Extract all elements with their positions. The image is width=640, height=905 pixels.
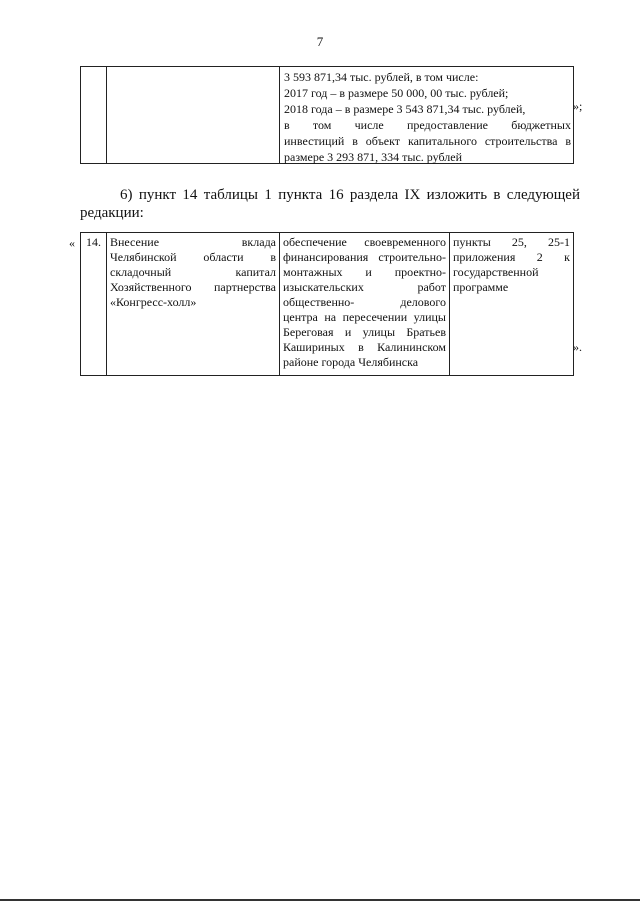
table-cell-funding — [279, 67, 573, 163]
amended-table — [80, 232, 574, 376]
closing-quote-mark: ». — [573, 340, 582, 354]
description-line: Хозяйственного партнерства — [110, 280, 276, 294]
funding-line: в том числе предоставление бюджетных — [284, 118, 571, 132]
page-number: 7 — [316, 34, 324, 49]
description-line: «Конгресс-холл» — [110, 295, 197, 309]
description-line: складочный капитал — [110, 265, 276, 279]
description-line: Внесение вклада — [110, 235, 276, 249]
closing-quote-mark: »; — [573, 99, 583, 113]
funding-line: размере 3 293 871, 334 тыс. рублей — [284, 150, 463, 164]
purpose-line: монтажных и проектно- — [283, 265, 446, 279]
table-cell-reference — [449, 233, 573, 375]
paragraph-line: 6) пункт 14 таблицы 1 пункта 16 раздела IX изложить в следующей — [120, 187, 580, 203]
reference-rest: государственной программе — [453, 265, 539, 294]
funding-line: 3 593 871,34 тыс. рублей, в том числе: — [284, 70, 479, 84]
bottom-rule — [0, 899, 640, 901]
purpose-line: обеспечение своевременного — [283, 235, 446, 249]
table-cell-number — [81, 67, 106, 163]
table-cell-description — [106, 67, 280, 163]
purpose-rest: центра на пересечении улицы Береговая и улицы Братьев Кашириных в Калининском районе города Челябинска — [283, 310, 446, 369]
description-line: Челябинской области в — [110, 250, 276, 264]
table-cell-purpose — [279, 233, 449, 375]
funding-line: инвестиций в объект капитального строительства в — [284, 134, 571, 148]
funding-line: 2018 года – в размере 3 543 871,34 тыс. рублей, — [284, 102, 526, 116]
paragraph-line: редакции: — [80, 205, 144, 221]
reference-line: приложения 2 к — [453, 250, 570, 264]
table-cell-number — [81, 233, 106, 375]
amendment-paragraph — [80, 186, 580, 222]
funding-line: 2017 год – в размере 50 000, 00 тыс. рублей; — [284, 86, 509, 100]
reference-line: пункты 25, 25-1 — [453, 235, 570, 249]
purpose-line: изыскательских работ — [283, 280, 446, 294]
opening-quote-mark: « — [69, 236, 75, 250]
purpose-line: общественно- делового — [283, 295, 446, 309]
row-number: 14. — [86, 235, 101, 249]
table-cell-description — [106, 233, 279, 375]
purpose-line: финансирования строительно- — [283, 250, 446, 264]
continued-table — [80, 66, 574, 164]
